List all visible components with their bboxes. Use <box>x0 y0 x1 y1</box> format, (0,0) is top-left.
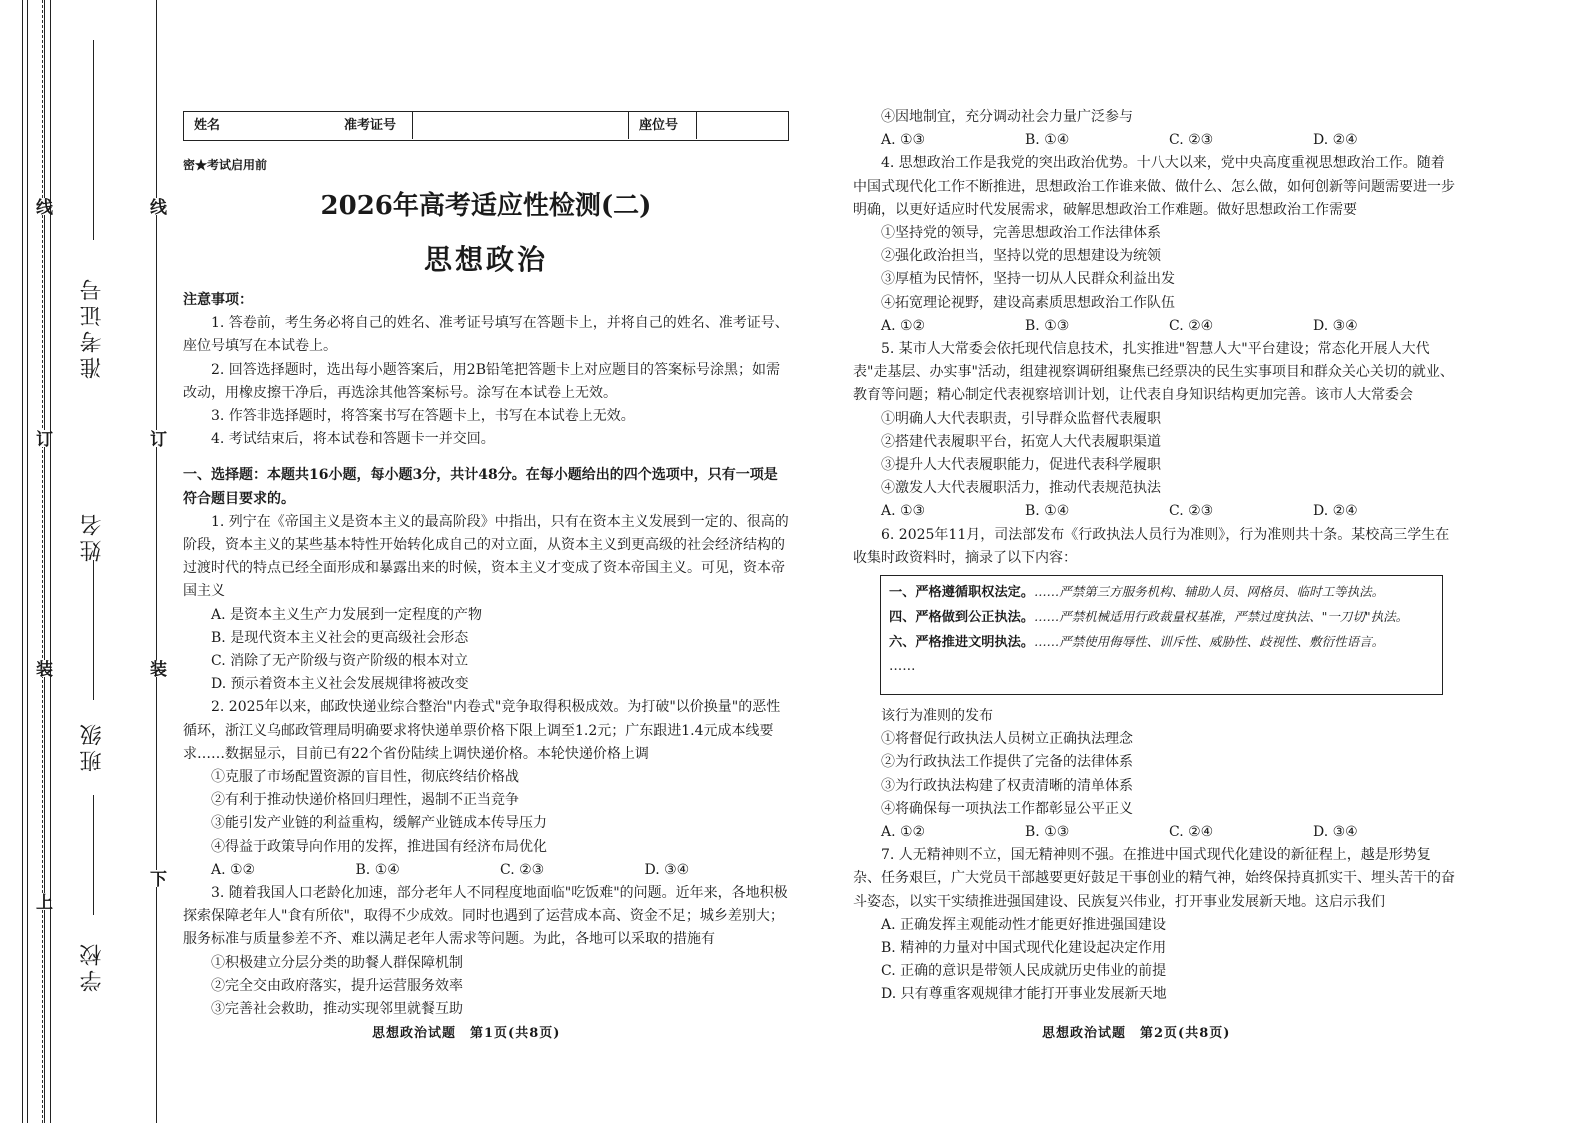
quote-line-1 <box>889 580 1434 605</box>
quote-body-3: ……严禁使用侮辱性、训斥性、威胁性、歧视性、敷衍性语言。 <box>1034 634 1385 649</box>
outer-marker-1: 线 <box>32 198 52 215</box>
page2-column-bottom <box>853 705 1457 1007</box>
q6-choices <box>853 821 1457 844</box>
q2-choice-a: A. ①② <box>211 861 256 878</box>
notes-heading: 注意事项： <box>183 292 253 308</box>
inner-marker-2: 订 <box>146 430 166 447</box>
subject-title: 思想政治 <box>423 243 548 276</box>
q2-choice-d: D. ③④ <box>644 861 690 878</box>
page2-column-top <box>853 106 1457 570</box>
q5-choice-b: B. ①④ <box>1025 503 1070 520</box>
q3-item-3: ③完善社会救助，推动实现邻里就餐互助 <box>211 1001 463 1018</box>
quote-line-2 <box>889 605 1434 630</box>
q4-item-1: ①坚持党的领导，完善思想政治工作法律体系 <box>881 225 1161 242</box>
q6-stem: 6. 2025年11月，司法部发布《行政执法人员行为准则》，行为准则共十条。某校高三学生在收集时政资料时，摘录了以下内容： <box>853 526 1450 566</box>
q1-stem: 1. 列宁在《帝国主义是资本主义的最高阶段》中指出，只有在资本主义发展到一定的、很高的阶段，资本主义的某些基本特性开始转化成自己的对立面，从资本主义到更高级的社会经济结构的过渡时代的特点已经全面形成和暴露出来的时候，资本主义才变成了资本帝国主义。可见，资本帝国主义 <box>183 513 789 600</box>
field-line-1 <box>93 40 94 240</box>
q4-choice-c: C. ②④ <box>1169 317 1214 334</box>
q6-quote-box <box>880 575 1443 695</box>
q5-choice-d: D. ②④ <box>1313 503 1358 520</box>
seat-label: 座位号 <box>639 118 679 133</box>
quote-body-2: ……严禁机械适用行政裁量权基准，严禁过度执法、"一刀切"执法。 <box>1034 609 1409 624</box>
note-2: 2. 回答选择题时，选出每小题答案后，用2B铅笔把答题卡上对应题目的答案标号涂黑；如需改动，用橡皮擦干净后，再选涂其他答案标号。涂写在本试卷上无效。 <box>183 361 781 401</box>
field-class: 班级 <box>80 720 105 772</box>
q2-item-2: ②有利于推动快递价格回归理性，遏制不正当竞争 <box>211 792 519 809</box>
outer-cut-line <box>42 0 43 1123</box>
candidate-info-box <box>183 111 789 141</box>
q2-choice-b: B. ①④ <box>355 861 400 878</box>
name-label: 姓名 <box>194 118 221 133</box>
q2-item-4: ④得益于政策导向作用的发挥，推进国有经济布局优化 <box>211 838 547 855</box>
q3-choice-d: D. ②④ <box>1313 132 1358 149</box>
inner-marker-4: 下 <box>146 870 166 887</box>
q2-choice-c: C. ②③ <box>500 861 545 878</box>
q3-item-1: ①积极建立分层分类的助餐人群保障机制 <box>211 954 463 971</box>
quote-tail: …… <box>889 659 916 674</box>
outer-marker-3: 装 <box>32 660 52 677</box>
section-heading: 一、选择题：本题共16小题，每小题3分，共计48分。在每小题给出的四个选项中，只有一项是符合题目要求的。 <box>183 467 778 507</box>
q5-item-4: ④激发人大代表履职活力，推动代表规范执法 <box>881 480 1161 497</box>
quote-head-3: 六、严格推进文明执法。 <box>889 635 1035 650</box>
q6-item-3: ③为行政执法构建了权责清晰的清单体系 <box>881 777 1133 794</box>
note-4: 4. 考试结束后，将本试卷和答题卡一并交回。 <box>211 431 495 448</box>
q3-stem: 3. 随着我国人口老龄化加速，部分老年人不同程度地面临"吃饭难"的问题。近年来，各地积极探索保障老年人"食有所依"，取得不少成效。同时也遇到了运营成本高、资金不足；城乡差别大；服务标准与质量参差不齐、难以满足老年人需求等问题。为此，各地可以采取的措施有 <box>183 885 788 948</box>
q6-lead: 该行为准则的发布 <box>881 708 993 724</box>
outer-marker-2: 订 <box>32 430 52 447</box>
q5-stem: 5. 某市人大常委会依托现代信息技术，扎实推进"智慧人大"平台建设；常态化开展人大代表"走基层、办实事"活动，组建视察调研组聚焦已经票决的民生实事项目和群众关心关切的就业、教育等问题；精心制定代表视察培训计划，让代表自身知识结构更加完善。该市人大常委会 <box>853 341 1454 404</box>
q2-stem: 2. 2025年以来，邮政快递业综合整治"内卷式"竞争取得积极成效。为打破"以价换量"的恶性循环，浙江义乌邮政管理局明确要求将快递单票价格下限上调至1.2元；广东跟进1.4元成本线要求……数据显示，目前已有22个省份陆续上调快递价格。本轮快递价格上调 <box>183 699 781 762</box>
q4-item-4: ④拓宽理论视野，建设高素质思想政治工作队伍 <box>881 294 1175 311</box>
q2-item-3: ③能引发产业链的利益重构，缓解产业链成本传导压力 <box>211 815 547 832</box>
q3-choice-b: B. ①④ <box>1025 132 1070 149</box>
q6-item-1: ①将督促行政执法人员树立正确执法理念 <box>881 731 1133 748</box>
note-3: 3. 作答非选择题时，将答案书写在答题卡上，书写在本试卷上无效。 <box>211 408 635 425</box>
q4-choice-d: D. ③④ <box>1313 317 1358 334</box>
quote-head-2: 四、严格做到公正执法。 <box>889 610 1035 625</box>
exam-title: 2026年高考适应性检测(二) <box>320 191 652 221</box>
q5-item-2: ②搭建代表履职平台，拓宽人大代表履职渠道 <box>881 433 1161 450</box>
margin-rule-1 <box>22 0 23 1123</box>
q7-option-a: A. 正确发挥主观能动性才能更好推进强国建设 <box>881 916 1167 933</box>
page1-footer: 思想政治试题 第1页(共8页) <box>372 1026 561 1041</box>
q4-choices <box>853 315 1457 338</box>
q6-choice-d: D. ③④ <box>1313 824 1358 841</box>
q4-item-3: ③厚植为民情怀，坚持一切从人民群众利益出发 <box>881 271 1175 288</box>
inner-marker-3: 装 <box>146 660 166 677</box>
q6-item-2: ②为行政执法工作提供了完备的法律体系 <box>881 754 1133 771</box>
secret-note: 密★考试启用前 <box>183 158 268 172</box>
quote-line-3 <box>889 630 1434 655</box>
inner-marker-1: 线 <box>146 198 166 215</box>
q1-option-b: B. 是现代资本主义社会的更高级社会形态 <box>211 629 469 646</box>
q6-choice-a: A. ①② <box>881 824 926 841</box>
q4-item-2: ②强化政治担当，坚持以党的思想建设为统领 <box>881 248 1161 265</box>
q2-item-1: ①克服了市场配置资源的盲目性，彻底终结价格战 <box>211 769 519 786</box>
q7-option-c: C. 正确的意识是带领人民成就历史伟业的前提 <box>881 963 1167 980</box>
q1-option-c: C. 消除了无产阶级与资产阶级的根本对立 <box>211 653 469 670</box>
q6-choice-c: C. ②④ <box>1169 824 1214 841</box>
q5-choices <box>853 500 1457 523</box>
margin-rule-3 <box>44 0 45 1123</box>
field-school: 学校 <box>80 940 105 992</box>
q7-stem: 7. 人无精神则不立，国无精神则不强。在推进中国式现代化建设的新征程上，越是形势复杂、任务艰巨，广大党员干部越要更好鼓足干事创业的精气神，始终保持真抓实干、埋头苦干的奋斗姿态，以实干实绩推进强国建设、民族复兴伟业，打开事业发展新天地。这启示我们 <box>853 847 1455 910</box>
q3-choice-c: C. ②③ <box>1169 132 1214 149</box>
q3-item-2: ②完全交由政府落实，提升运营服务效率 <box>211 977 463 994</box>
q5-choice-c: C. ②③ <box>1169 503 1214 520</box>
q5-item-1: ①明确人大代表职责，引导群众监督代表履职 <box>881 410 1161 427</box>
margin-rule-2 <box>27 0 28 1123</box>
q3-choice-a: A. ①③ <box>881 132 926 149</box>
q6-choice-b: B. ①③ <box>1025 824 1070 841</box>
q4-choice-b: B. ①③ <box>1025 317 1070 334</box>
q4-choice-a: A. ①② <box>881 317 926 334</box>
q7-option-b: B. 精神的力量对中国式现代化建设起决定作用 <box>881 940 1167 957</box>
quote-body-1: ……严禁第三方服务机构、辅助人员、网格员、临时工等执法。 <box>1034 584 1385 599</box>
q3-item-4: ④因地制宜，充分调动社会力量广泛参与 <box>881 109 1133 125</box>
q6-item-4: ④将确保每一项执法工作都彰显公平正义 <box>881 800 1133 817</box>
field-exam-id: 准考证号 <box>80 275 105 379</box>
q5-choice-a: A. ①③ <box>881 503 926 520</box>
field-name: 姓名 <box>80 510 105 562</box>
outer-marker-4: 上 <box>32 893 52 910</box>
inner-cut-line <box>156 0 157 1123</box>
q2-choices <box>183 859 789 882</box>
note-1: 1. 答卷前，考生务必将自己的姓名、准考证号填写在答题卡上，并将自己的姓名、准考证号、座位号填写在本试卷上。 <box>183 315 789 355</box>
margin-rule-4 <box>50 0 51 1123</box>
q7-option-d: D. 只有尊重客观规律才能打开事业发展新天地 <box>881 986 1167 1003</box>
exam-id-label: 准考证号 <box>344 118 397 133</box>
page2-footer: 思想政治试题 第2页(共8页) <box>1042 1026 1231 1041</box>
q5-item-3: ③提升人大代表履职能力，促进代表科学履职 <box>881 457 1161 474</box>
page1-column <box>183 289 789 1021</box>
quote-head-1: 一、严格遵循职权法定。 <box>889 585 1035 600</box>
q3-choices <box>853 129 1457 152</box>
field-line-3 <box>93 795 94 915</box>
q4-stem: 4. 思想政治工作是我党的突出政治优势。十八大以来，党中央高度重视思想政治工作。随着中国式现代化工作不断推进，思想政治工作谁来做、做什么、怎么做，如何创新等问题需要进一步明确，以更好适应时代发展需求，破解思想政治工作难题。做好思想政治工作需要 <box>853 155 1455 218</box>
q1-option-a: A. 是资本主义生产力发展到一定程度的产物 <box>211 606 483 623</box>
field-line-2 <box>93 560 94 700</box>
q1-option-d: D. 预示着资本主义社会发展规律将被改变 <box>211 676 469 693</box>
